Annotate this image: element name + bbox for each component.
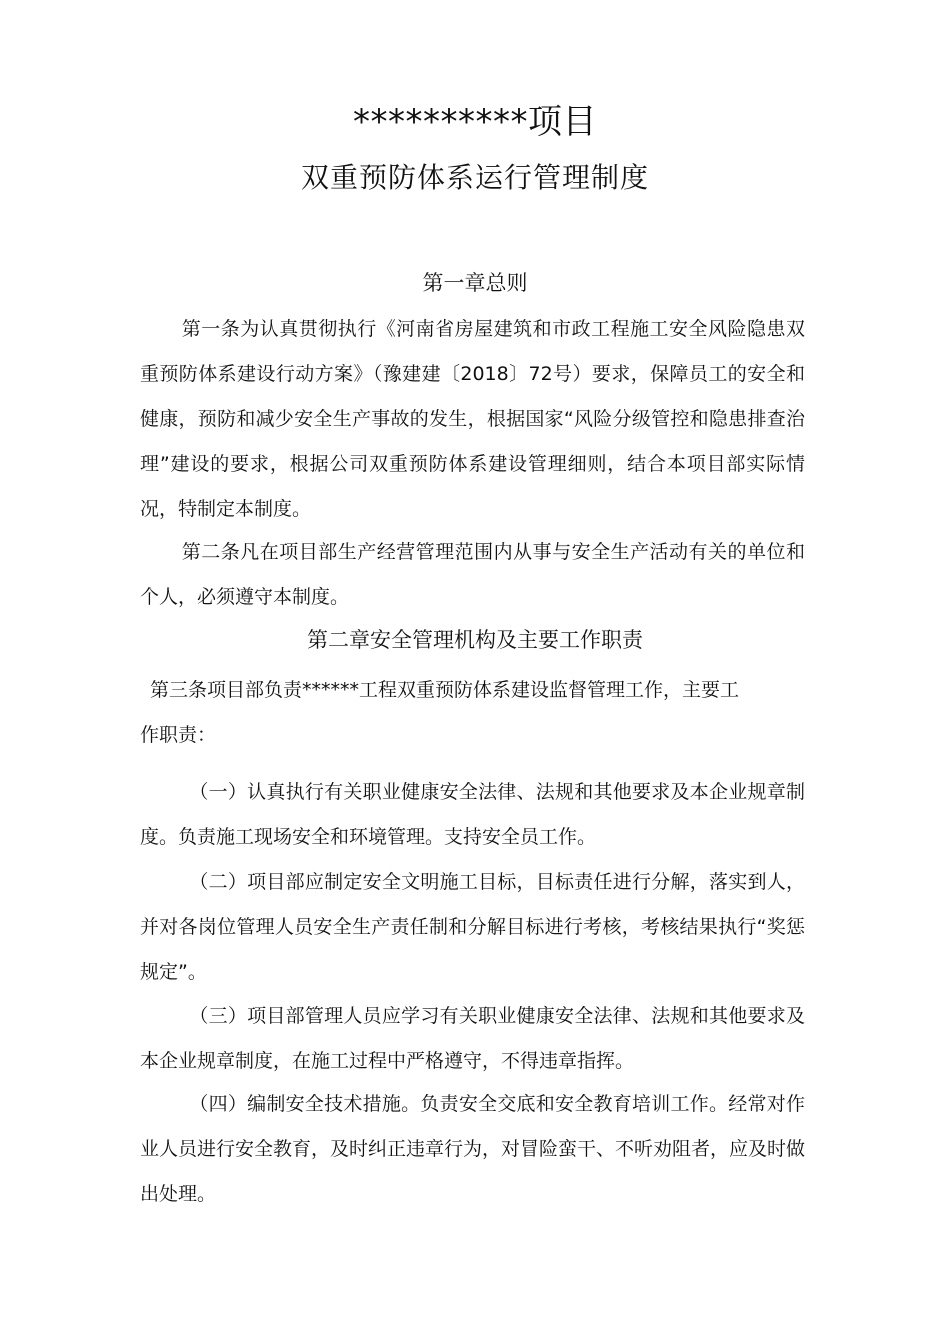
duty-item-2: （二）项目部应制定安全文明施工目标，目标责任进行分解，落实到人，并对各岗位管理人员安全生产责任制和分解目标进行考核，考核结果执行“奖惩规定”。 — [140, 871, 805, 983]
duty-item-3: （三）项目部管理人员应学习有关职业健康安全法律、法规和其他要求及本企业规章制度，在施工过程中严格遵守，不得违章指挥。 — [140, 1005, 805, 1072]
document-title: 双重预防体系运行管理制度 — [300, 161, 649, 194]
article-3-line-1: 第三条项目部负责******工程双重预防体系建设监督管理工作，主要工 — [150, 679, 740, 701]
article-3-line-2: 作职责： — [140, 724, 217, 746]
article-3 — [140, 668, 805, 758]
project-title: **********项目 — [353, 102, 597, 142]
article-1: 第一条为认真贯彻执行《河南省房屋建筑和市政工程施工安全风险隐患双重预防体系建设行动方案》（豫建建〔2018〕72号）要求，保障员工的安全和健康，预防和减少安全生产事故的发生，根据国家“风险分级管控和隐患排查治理”建设的要求，根据公司双重预防体系建设管理细则，结合本项目部实际情况，特制定本制度。 — [140, 318, 805, 520]
duty-item-4: （四）编制安全技术措施。负责安全交底和安全教育培训工作。经常对作业人员进行安全教育，及时纠正违章行为，对冒险蛮干、不听劝阻者，应及时做出处理。 — [140, 1093, 806, 1205]
article-2: 第二条凡在项目部生产经营管理范围内从事与安全生产活动有关的单位和个人，必须遵守本制度。 — [140, 541, 805, 608]
chapter-heading-1: 第一章总则 — [422, 271, 528, 295]
duty-item-1: （一）认真执行有关职业健康安全法律、法规和其他要求及本企业规章制度。负责施工现场安全和环境管理。支持安全员工作。 — [140, 781, 805, 848]
chapter-heading-2: 第二章安全管理机构及主要工作职责 — [307, 628, 643, 652]
